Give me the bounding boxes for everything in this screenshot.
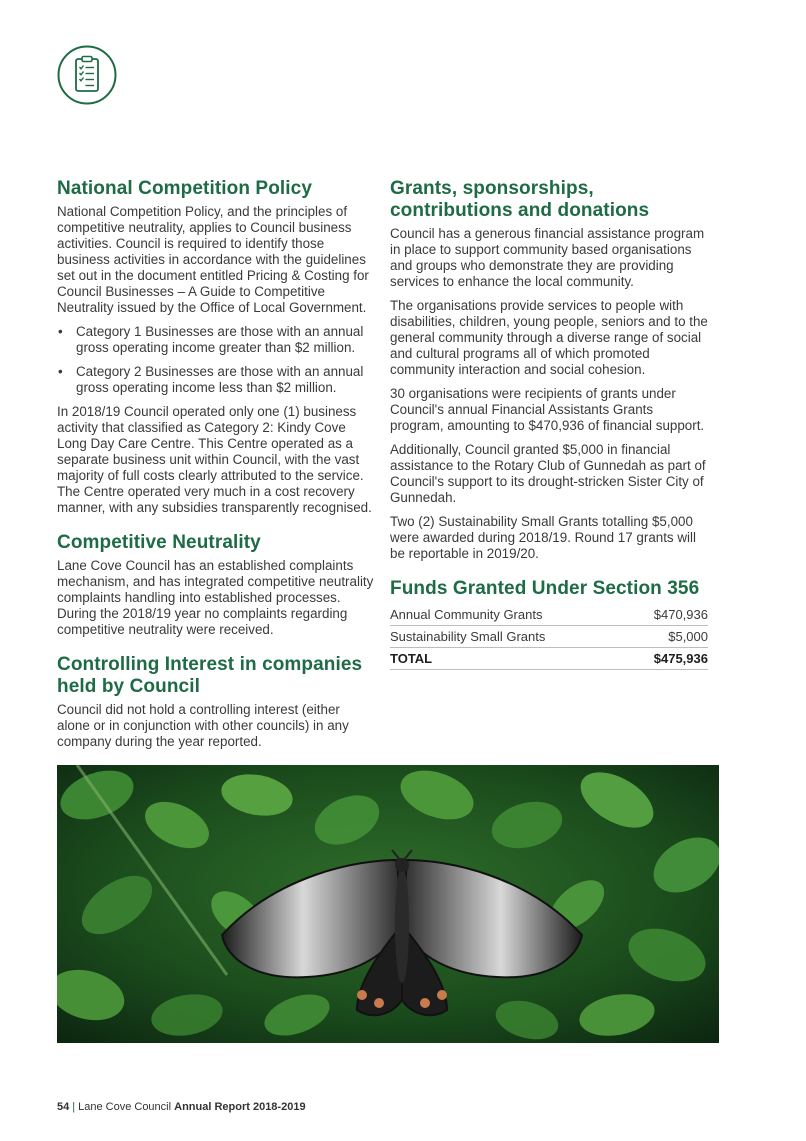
- total-label: TOTAL: [390, 648, 626, 670]
- paragraph: The organisations provide services to people with disabilities, children, young people, seniors and to the general community through a diverse range of social and cultural programs all of which promoted community interaction and social cohesion.: [390, 298, 708, 377]
- paragraph: National Competition Policy, and the principles of competitive neutrality, applies to Council business activities. Council is required to identify those business activities in accordance with the guidelines set out in the document entitled Pricing & Costing for Council Businesses – A Guide to Competitive Neutrality issued by the Office of Local Government.: [57, 204, 369, 315]
- bullet-list: [57, 324, 375, 396]
- row-amount: $5,000: [626, 626, 708, 648]
- table-row: [390, 604, 708, 626]
- paragraph: Council did not hold a controlling interest (either alone or in conjunction with other councils) in any company during the year reported.: [57, 702, 349, 749]
- section-heading: Grants, sponsorships, contributions and donations: [390, 178, 650, 221]
- funds-granted-section: [390, 578, 708, 670]
- paragraph: Council has a generous financial assistance program in place to support community based organisations and groups who demonstrate they are providing services to enhance the local community.: [390, 226, 705, 289]
- section-heading: Competitive Neutrality: [57, 532, 261, 553]
- clipboard-checklist-icon: [57, 45, 117, 105]
- paragraph: Lane Cove Council has an established complaints mechanism, and has integrated competitive neutrality complaints handling into established processes. During the 2018/19 year no complaints regarding competitive neutrality were received.: [57, 558, 374, 637]
- section-heading: National Competition Policy: [57, 178, 312, 199]
- row-label: Annual Community Grants: [390, 604, 626, 626]
- page-footer: [57, 1101, 306, 1113]
- row-label: Sustainability Small Grants: [390, 626, 626, 648]
- paragraph: 30 organisations were recipients of grants under Council's annual Financial Assistants Grants program, amounting to $470,936 of financial support.: [390, 386, 705, 433]
- footer-council: Lane Cove Council: [78, 1101, 172, 1113]
- footer-report-title: Annual Report 2018-2019: [174, 1101, 306, 1113]
- section-heading: Controlling Interest in companies held by Council: [57, 654, 363, 697]
- paragraph: In 2018/19 Council operated only one (1) business activity that classified as Category 2: Kindy Cove Long Day Care Centre. This Centre operated as a separate business unit within Council, with the vast majority of full costs clearly attributed to the service. The Centre operated very much in a cost recovery manner, with any subsidies transparently recognised.: [57, 404, 372, 515]
- funds-table: [390, 604, 708, 670]
- list-item-text: Category 1 Businesses are those with an annual gross operating income greater than $2 million.: [76, 324, 364, 355]
- list-item-text: Category 2 Businesses are those with an annual gross operating income less than $2 million.: [76, 364, 364, 395]
- paragraph: Two (2) Sustainability Small Grants totalling $5,000 were awarded during 2018/19. Round 17 grants will be reportable in 2019/20.: [390, 514, 696, 561]
- left-column: [57, 178, 375, 760]
- table-total-row: [390, 648, 708, 670]
- controlling-interest-section: [57, 654, 375, 750]
- competitive-neutrality-section: [57, 532, 375, 638]
- grants-section: [390, 178, 708, 562]
- list-item: [57, 324, 375, 356]
- total-amount: $475,936: [626, 648, 708, 670]
- right-column: [390, 178, 708, 680]
- section-heading: Funds Granted Under Section 356: [390, 578, 700, 599]
- footer-separator: |: [72, 1101, 76, 1113]
- row-amount: $470,936: [626, 604, 708, 626]
- paragraph: Additionally, Council granted $5,000 in financial assistance to the Rotary Club of Gunnedah as part of Council's support to its drought-stricken Sister City of Gunnedah.: [390, 442, 706, 505]
- bullet-icon: •: [58, 364, 63, 379]
- page-number: 54: [57, 1101, 70, 1113]
- bullet-icon: •: [58, 324, 63, 339]
- table-row: [390, 626, 708, 648]
- butterfly-photo: [57, 765, 719, 1043]
- national-competition-policy-section: [57, 178, 375, 516]
- list-item: [57, 364, 375, 396]
